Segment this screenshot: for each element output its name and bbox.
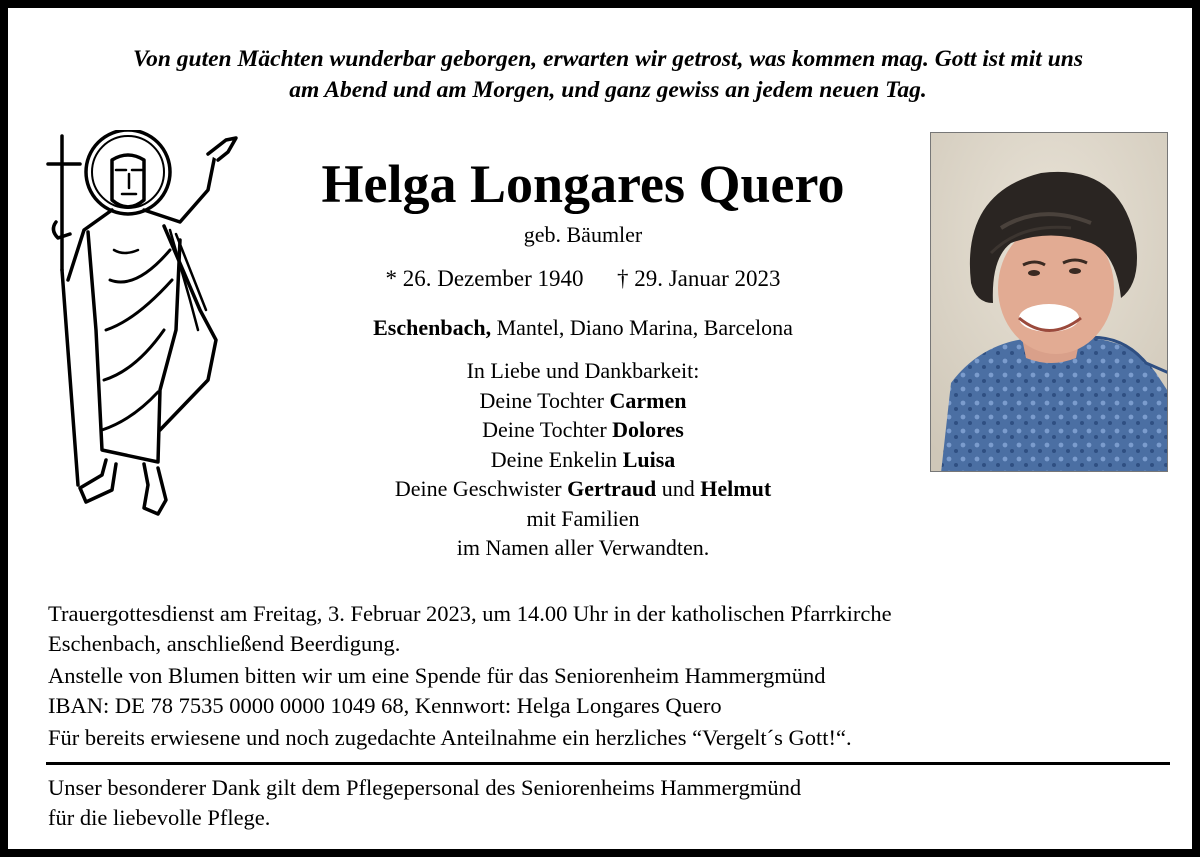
mourner-line <box>238 445 928 475</box>
divider <box>46 762 1170 765</box>
birth-icon: * <box>385 266 397 291</box>
donation-line-2: IBAN: DE 78 7535 0000 0000 1049 68, Kennwort: Helga Longares Quero <box>48 692 722 718</box>
mourner-relation: Deine Tochter <box>479 387 605 413</box>
birth-name: geb. Bäumler <box>523 222 643 247</box>
death-icon: † <box>616 266 629 291</box>
scripture-verse <box>28 44 1188 106</box>
verse-line-1: Von guten Mächten wunderbar geborgen, erwarten wir getrost, was kommen mag. Gott ist mit uns <box>133 46 1083 72</box>
mourner-name: Gertraud <box>567 476 657 501</box>
mourner-relation: Deine Enkelin <box>490 446 618 472</box>
mourner-name: Dolores <box>612 417 684 442</box>
mourner-line <box>238 415 928 445</box>
mourner-relation: Deine Geschwister <box>394 476 562 501</box>
thanks-line-2: für die liebevolle Pflege. <box>48 805 271 830</box>
risen-christ-icon <box>40 130 240 525</box>
portrait-photo <box>930 132 1168 472</box>
mourners-intro: In Liebe und Dankbarkeit: <box>466 358 700 383</box>
service-notes <box>48 599 1168 753</box>
life-dates <box>238 264 928 294</box>
mourners-list <box>238 356 928 563</box>
mourner-line <box>238 386 928 416</box>
thanks-note <box>48 773 1168 833</box>
service-line-1: Trauergottesdienst am Freitag, 3. Februar 2023, um 14.00 Uhr in der katholischen Pfarrkirche <box>48 601 892 626</box>
mourner-name: Luisa <box>622 446 676 472</box>
verse-line-2: am Abend und am Morgen, und ganz gewiss an jedem neuen Tag. <box>289 77 927 103</box>
deceased-details <box>238 148 928 563</box>
birth-date: 26. Dezember 1940 <box>402 266 584 291</box>
mourner-name: Carmen <box>609 387 687 413</box>
mourner-joiner: und <box>661 476 695 501</box>
mourner-line <box>238 474 928 504</box>
places-line <box>238 314 928 342</box>
donation-line-1: Anstelle von Blumen bitten wir um eine Spende für das Seniorenheim Hammergmünd <box>48 663 826 688</box>
sympathy-line: Für bereits erwiesene und noch zugedachte Anteilnahme ein herzliches “Vergelt´s Gott!“. <box>48 725 852 750</box>
place-main: Eschenbach, <box>373 315 492 340</box>
mourners-families: mit Familien <box>526 505 640 531</box>
mourners-relatives: im Namen aller Verwandten. <box>456 535 710 560</box>
service-line-2: Eschenbach, anschließend Beerdigung. <box>48 630 401 656</box>
deceased-name: Helga Longares Quero <box>321 154 845 214</box>
place-rest: Mantel, Diano Marina, Barcelona <box>496 315 793 340</box>
death-date: 29. Januar 2023 <box>634 266 781 291</box>
mourner-relation: Deine Tochter <box>482 417 607 442</box>
mourner-name: Helmut <box>700 476 772 501</box>
thanks-line-1: Unser besonderer Dank gilt dem Pflegepersonal des Seniorenheims Hammergmünd <box>48 775 802 800</box>
